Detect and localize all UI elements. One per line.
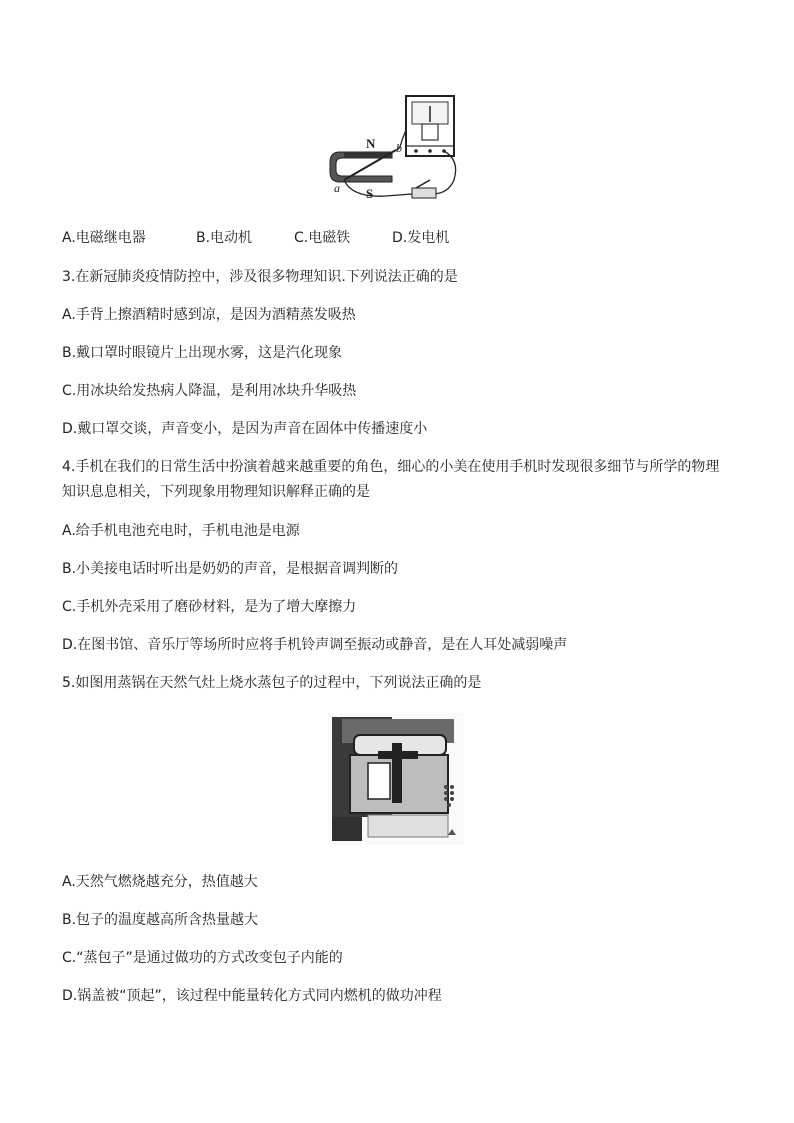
switch <box>412 188 436 198</box>
q4-stem-line2: 知识息息相关，下列现象用物理知识解释正确的是 <box>62 484 370 500</box>
q4-option-c: C.手机外壳采用了磨砂材料，是为了增大摩擦力 <box>62 599 357 615</box>
q4-option-a: A.给手机电池充电时，手机电池是电源 <box>62 523 300 539</box>
q4-option-d: D.在图书馆、音乐厅等场所时应将手机铃声调至振动或静音，是在人耳处减弱噪声 <box>62 637 568 653</box>
q2-option-c: C.电磁铁 <box>294 230 351 246</box>
label-b: b <box>396 141 402 155</box>
label-a: a <box>334 181 340 195</box>
q5-option-b: B.包子的温度越高所含热量越大 <box>62 912 259 928</box>
q3-option-b: B.戴口罩时眼镜片上出现水雾，这是汽化现象 <box>62 345 343 361</box>
q4-stem-line1: 4.手机在我们的日常生活中扮演着越来越重要的角色，细心的小美在使用手机时发现很多细节与所学的物理 <box>62 459 720 475</box>
q4-option-b: B.小美接电话时听出是奶奶的声音，是根据音调判断的 <box>62 561 399 577</box>
induction-apparatus-figure <box>326 90 466 205</box>
label-s: S <box>366 186 374 201</box>
q3-stem: 3.在新冠肺炎疫情防控中，涉及很多物理知识.下列说法正确的是 <box>62 269 458 285</box>
q5-option-d: D.锅盖被“顶起”，该过程中能量转化方式同内燃机的做功冲程 <box>62 988 442 1004</box>
q2-option-d: D.发电机 <box>392 230 450 246</box>
stove-top <box>368 815 448 837</box>
q3-option-d: D.戴口罩交谈，声音变小，是因为声音在固体中传播速度小 <box>62 421 428 437</box>
q5-stem: 5.如图用蒸锅在天然气灶上烧水蒸包子的过程中，下列说法正确的是 <box>62 675 482 691</box>
q5-option-a: A.天然气燃烧越充分，热值越大 <box>62 874 258 890</box>
steamer-photo-figure <box>328 713 464 845</box>
q3-option-a: A.手背上擦酒精时感到凉，是因为酒精蒸发吸热 <box>62 307 356 323</box>
label-n: N <box>366 136 376 151</box>
q2-option-b: B.电动机 <box>196 230 253 246</box>
q2-option-a: A.电磁继电器 <box>62 230 146 246</box>
q3-option-c: C.用冰块给发热病人降温，是利用冰块升华吸热 <box>62 383 357 399</box>
q5-option-c: C.“蒸包子”是通过做功的方式改变包子内能的 <box>62 950 343 966</box>
